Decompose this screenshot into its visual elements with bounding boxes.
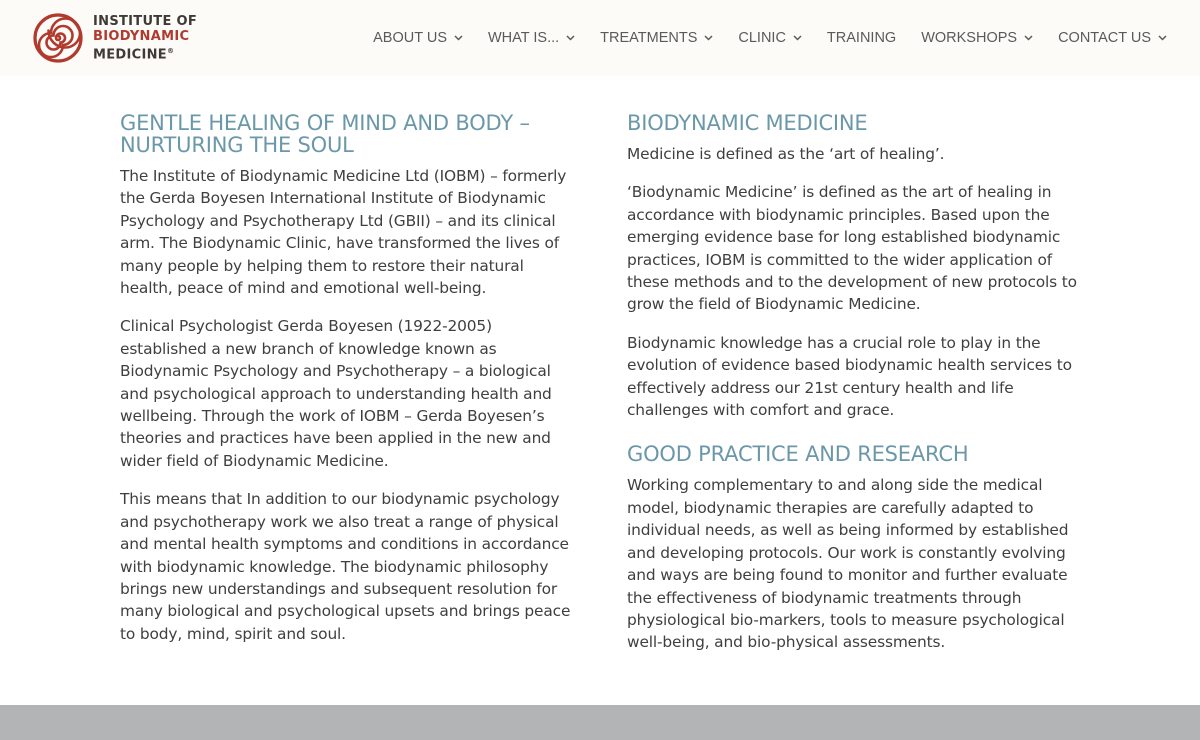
nav-contact-us-label: CONTACT US xyxy=(1058,30,1151,46)
site-header xyxy=(0,0,1200,76)
nav-clinic-label: CLINIC xyxy=(738,30,786,46)
good-practice-paragraph-1: Working complementary to and along side the medical model, biodynamic therapies are carefully adapted to individual needs, as well as being informed by established and developing protocols. Our work is constantly evolving and ways are being found to monitor and further evaluate the effectiveness of biodynamic treatments through physiological bio-markers, tools to measure psychological well-being, and bio-physical assessments. xyxy=(627,476,1069,652)
nav-treatments[interactable] xyxy=(600,30,713,46)
logo-registered-mark: ® xyxy=(166,46,175,55)
chevron-down-icon xyxy=(1024,35,1033,41)
footer-band xyxy=(0,705,1200,740)
biodynamic-medicine-paragraph-3: Biodynamic knowledge has a crucial role to play in the evolution of evidence based biodynamic health services to effectively address our 21st century health and life challenges with comfort and grace. xyxy=(627,333,1072,420)
chevron-down-icon xyxy=(704,35,713,41)
nav-contact-us[interactable] xyxy=(1058,30,1167,46)
main-nav xyxy=(348,0,1167,76)
chevron-down-icon xyxy=(454,35,463,41)
nav-what-is-label: WHAT IS... xyxy=(488,30,560,46)
good-practice-heading: GOOD PRACTICE AND RESEARCH xyxy=(627,442,969,467)
biodynamic-medicine-paragraph-2: ‘Biodynamic Medicine’ is defined as the art of healing in accordance with biodynamic principles. Based upon the emerging evidence base for long established biodynamic practices, IOBM is committed to the wider application of these methods and to the development of new protocols to grow the field of Biodynamic Medicine. xyxy=(627,183,1077,314)
biodynamic-medicine-heading: BIODYNAMIC MEDICINE xyxy=(627,111,868,135)
nav-training[interactable] xyxy=(827,30,896,46)
logo-line-1: INSTITUTE OF xyxy=(93,13,198,29)
intro-paragraph-1: The Institute of Biodynamic Medicine Ltd (IOBM) – formerly the Gerda Boyesen International Institute of Biodynamic Psychology and Psychotherapy Ltd (GBII) – and its clinical arm. The Biodynamic Clinic, have transformed the lives of many people by helping them to restore their natural health, peace of mind and emotional well-being. xyxy=(120,167,567,298)
intro-heading: GENTLE HEALING OF MIND AND BODY – NURTURING THE SOUL xyxy=(120,111,530,157)
nav-workshops[interactable] xyxy=(921,30,1033,46)
nav-training-label: TRAINING xyxy=(826,30,897,46)
biodynamic-medicine-paragraph-1: Medicine is defined as the ‘art of healing’. xyxy=(627,145,945,163)
nav-clinic[interactable] xyxy=(738,30,802,46)
nav-what-is[interactable] xyxy=(488,30,575,46)
logo-line-2: BIODYNAMIC xyxy=(93,28,190,44)
logo-line-3 xyxy=(93,44,197,62)
nav-about-us-label: ABOUT US xyxy=(373,30,447,46)
spiral-logo-icon xyxy=(33,13,83,63)
intro-column xyxy=(120,110,578,645)
logo-line-3-text: MEDICINE xyxy=(93,47,167,63)
intro-paragraph-2: Clinical Psychologist Gerda Boyesen (1922-2005) established a new branch of knowledge known as Biodynamic Psychology and Psychotherapy – a biological and psychological approach to understanding health and wellbeing. Through the work of IOBM – Gerda Boyesen’s theories and practices have been applied in the new and wider field of Biodynamic Medicine. xyxy=(120,317,552,470)
site-logo[interactable] xyxy=(33,12,197,64)
nav-about-us[interactable] xyxy=(373,30,463,46)
intro-paragraph-3: This means that In addition to our biodynamic psychology and psychotherapy work we also treat a range of physical and mental health symptoms and conditions in accordance with biodynamic knowledge. The biodynamic philosophy brings new understandings and subsequent resolution for many biological and psychological upsets and brings peace to body, mind, spirit and soul. xyxy=(120,490,571,643)
nav-workshops-label: WORKSHOPS xyxy=(921,30,1018,46)
nav-treatments-label: TREATMENTS xyxy=(600,30,698,46)
chevron-down-icon xyxy=(566,35,575,41)
chevron-down-icon xyxy=(1158,35,1167,41)
logo-wordmark xyxy=(93,14,197,62)
chevron-down-icon xyxy=(793,35,802,41)
biodynamic-medicine-column xyxy=(627,110,1087,654)
